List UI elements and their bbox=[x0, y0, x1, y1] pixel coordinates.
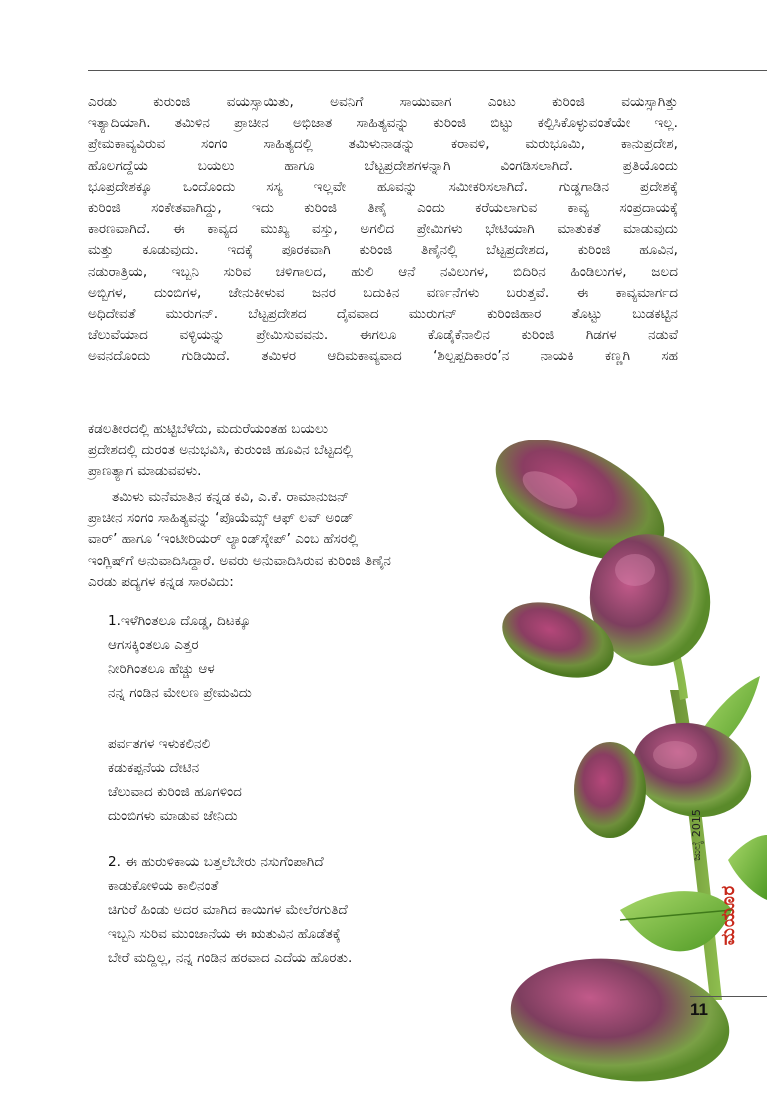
poem-1-stanza-1 bbox=[108, 609, 252, 705]
poem-1-stanza-2 bbox=[108, 732, 242, 828]
text-line: ಕಡಲತೀರದಲ್ಲಿ ಹುಟ್ಟಿಬೆಳೆದು, ಮದುರೆಯಂತಹ ಬಯಲು bbox=[88, 421, 329, 437]
poem-line: ಇಬ್ಬನಿ ಸುರಿವ ಮುಂಜಾನೆಯ ಈ ಋತುವಿನ ಹೊಡೆತಕ್ಕೆ bbox=[108, 926, 341, 942]
text-line: ಮತ್ತು ಕೂಡುವುದು. ಇದಕ್ಕೆ ಪೂರಕವಾಗಿ ಕುರಿಂಜಿ ತಿಣೈನಲ್ಲಿ ಬೆಟ್ಟಪ್ರದೇಶದ, ಕುರಿಂಜಿ ಹೂವಿನ, bbox=[88, 242, 678, 259]
text-line: ಚೆಲುವೆಯಾದ ವಳ್ಳಿಯನ್ನು ಪ್ರೇಮಿಸುವವನು. ಈಗಲೂ ಕೊಡೈಕೆನಾಲಿನ ಕುರಿಂಜಿ ಗಿಡಗಳ ನಡುವೆ bbox=[88, 327, 678, 344]
top-rule bbox=[88, 70, 767, 71]
article-paragraph-1 bbox=[88, 92, 678, 368]
poem-line: ಕಾಡುಕೋಳಿಯ ಕಾಲಿನಂತೆ bbox=[108, 878, 219, 894]
poem-line: 1.ಇಳೆಗಿಂತಲೂ ದೊಡ್ಡ, ದಿಟಕ್ಕೂ bbox=[108, 613, 251, 629]
poem-line: ಚಿಗುರೆ ಹಿಂಡು ಅದರ ಮಾಗಿದ ಕಾಯಿಗಳ ಮೇಲೆರಗುತಿದೆ bbox=[108, 902, 348, 918]
text-line: ಪ್ರೇಮಕಾವ್ಯವಿರುವ ಸಂಗಂ ಸಾಹಿತ್ಯದಲ್ಲಿ ತಮಿಳುನಾಡನ್ನು ಕರಾವಳಿ, ಮರುಭೂಮಿ, ಕಾನುಪ್ರದೇಶ, bbox=[88, 136, 678, 153]
poem-line: ದುಂಬಿಗಳು ಮಾಡುವ ಜೇನಿದು bbox=[108, 808, 238, 824]
text-line: ಇಂಗ್ಲಿಷ್‌ಗೆ ಅನುವಾದಿಸಿದ್ದಾರೆ. ಅವರು ಅನುವಾದಿಸಿರುವ ಕುರಿಂಜಿ ತಿಣೈನ bbox=[88, 552, 391, 569]
text-line: ತಮಿಳು ಮನೆಮಾತಿನ ಕನ್ನಡ ಕವಿ, ಎ.ಕೆ. ರಾಮಾನುಜನ್ bbox=[112, 489, 350, 505]
magazine-logo bbox=[702, 880, 760, 950]
poem-line: ಕಡುಕಪ್ಪನೆಯ ದೇಟಿನ bbox=[108, 760, 200, 776]
poem-line: ನನ್ನ ಗಂಡಿನ ಮೇಲಣ ಪ್ರೇಮವಿದು bbox=[108, 685, 252, 701]
poem-line: ನೀರಿಗಿಂತಲೂ ಹೆಚ್ಚು ಆಳ bbox=[108, 661, 215, 677]
text-line: ಅಬ್ಬಿಗಳ, ದುಂಬಿಗಳ, ಜೇನುಕೀಳುವ ಜನರ ಬದುಕಿನ ವರ್ಣನೆಗಳು ಬರುತ್ತವೆ. ಈ ಕಾವ್ಯಮಾರ್ಗದ bbox=[88, 284, 678, 301]
text-line: ಅವನದೊಂದು ಗುಡಿಯಿದೆ. ತಮಿಳರ ಆದಿಮಕಾವ್ಯವಾದ ‘ಶಿಲ್ಪಪ್ಪದಿಕಾರಂ’ನ ನಾಯಕಿ ಕಣ್ಣಗಿ ಸಹ bbox=[88, 348, 678, 365]
poem-line: ಚೆಲುವಾದ ಕುರಿಂಜಿ ಹೂಗಳಿಂದ bbox=[108, 784, 242, 800]
text-line: ಎರಡು ಕುರುಂಜಿ ವಯಸ್ಸಾಯಿತು, ಅವನಿಗೆ ಸಾಯುವಾಗ ಎಂಟು ಕುರಿಂಜಿ ವಯಸ್ಸಾಗಿತ್ತು bbox=[88, 94, 678, 110]
poem-line: ಬೇರೆ ಮದ್ದಿಲ್ಲ, ನನ್ನ ಗಂಡಿನ ಹರವಾದ ಎದೆಯ ಹೊರತು. bbox=[108, 950, 353, 966]
text-line: ಎರಡು ಪದ್ಯಗಳ ಕನ್ನಡ ಸಾರವಿದು: bbox=[88, 573, 234, 590]
poem-line: 2. ಈ ಹುರುಳಿಕಾಯ ಬತ್ತಲೆಬೇರು ನಸುಗೆಂಪಾಗಿದೆ bbox=[108, 854, 324, 870]
text-line: ವಾರ್’ ಹಾಗೂ ‘ಇಂಟೀರಿಯರ್ ಲ್ಯಾಂಡ್‌ಸ್ಕೇಪ್’ ಎಂಬ ಹೆಸರಲ್ಲಿ bbox=[88, 531, 359, 548]
text-line: ಹೊಲಗದ್ದೆಯ ಬಯಲು ಹಾಗೂ ಬೆಟ್ಟಪ್ರದೇಶಗಳನ್ನಾಗಿ ವಿಂಗಡಿಸಲಾಗಿದೆ. ಪ್ರತಿಯೊಂದು bbox=[88, 157, 678, 174]
poem-line: ಆಗಸಕ್ಕಿಂತಲೂ ಎತ್ತರ bbox=[108, 637, 199, 653]
page-number: 11 bbox=[690, 1000, 708, 1019]
issue-date: ಜುಲೈ 2015 bbox=[690, 809, 703, 861]
article-paragraph-2 bbox=[88, 487, 520, 593]
text-line: ನಡುರಾತ್ರಿಯ, ಇಬ್ಬನಿ ಸುರಿವ ಚಳಿಗಾಲದ, ಹುಲಿ ಆನೆ ನವಿಲುಗಳ, ಬಿದಿರಿನ ಹಿಂಡಿಲುಗಳ, ಜಲದ bbox=[88, 263, 678, 280]
poem-line: ಪರ್ವತಗಳ ಇಳುಕಲಿನಲಿ bbox=[108, 736, 211, 752]
text-line: ಪ್ರಾಚೀನ ಸಂಗಂ ಸಾಹಿತ್ಯವನ್ನು ‘ಪೊಯೆಮ್ಸ್ ಆಫ್ ಲವ್ ಅಂಡ್ bbox=[88, 510, 354, 527]
bottom-rule bbox=[690, 996, 767, 997]
text-line: ಇತ್ಯಾದಿಯಾಗಿ. ತಮಿಳಿನ ಪ್ರಾಚೀನ ಅಭಿಜಾತ ಸಾಹಿತ್ಯವನ್ನು ಕುರಿಂಜಿ ಬಿಟ್ಟು ಕಲ್ಪಿಸಿಕೊಳ್ಳುವಂತೆಯೇ ಇಲ್ಲ. bbox=[88, 115, 678, 132]
magazine-name: ಮಯೂರ bbox=[718, 884, 739, 946]
text-line: ಪ್ರಾಣತ್ಯಾಗ ಮಾಡುವವಳು. bbox=[88, 463, 202, 480]
text-line: ಕಾರಣವಾಗಿದೆ. ಈ ಕಾವ್ಯದ ಮುಖ್ಯ ವಸ್ತು, ಅಗಲಿದ ಪ್ರೇಮಿಗಳು ಭೇಟಿಯಾಗಿ ಮಾತುಕತೆ ಮಾಡುವುದು bbox=[88, 221, 678, 238]
text-line: ಅಧಿದೇವತೆ ಮುರುಗನ್. ಬೆಟ್ಟಪ್ರದೇಶದ ದೈವವಾದ ಮುರುಗನ್ ಕುರಿಂಜಿಹಾರ ತೊಟ್ಟು ಬುಡಕಟ್ಟಿನ bbox=[88, 306, 678, 323]
article-paragraph-1-tail bbox=[88, 419, 476, 483]
text-line: ಪ್ರದೇಶದಲ್ಲಿ ದುರಂತ ಅನುಭವಿಸಿ, ಕುರುಂಜಿ ಹೂವಿನ ಬೆಟ್ಟದಲ್ಲಿ bbox=[88, 442, 353, 459]
text-line: ಕುರಿಂಜಿ ಸಂಕೇತವಾಗಿದ್ದು, ಇದು ಕುರಿಂಜಿ ತಿಣೈ ಎಂದು ಕರೆಯಲಾಗುವ ಕಾವ್ಯ ಸಂಪ್ರದಾಯಕ್ಕೆ bbox=[88, 200, 678, 217]
text-line: ಭೂಪ್ರದೇಶಕ್ಕೂ ಒಂದೊಂದು ಸಸ್ಯ ಇಲ್ಲವೇ ಹೂವನ್ನು ಸಮೀಕರಿಸಲಾಗಿದೆ. ಗುಡ್ಡಗಾಡಿನ ಪ್ರದೇಶಕ್ಕೆ bbox=[88, 178, 678, 195]
poem-2 bbox=[108, 850, 352, 970]
